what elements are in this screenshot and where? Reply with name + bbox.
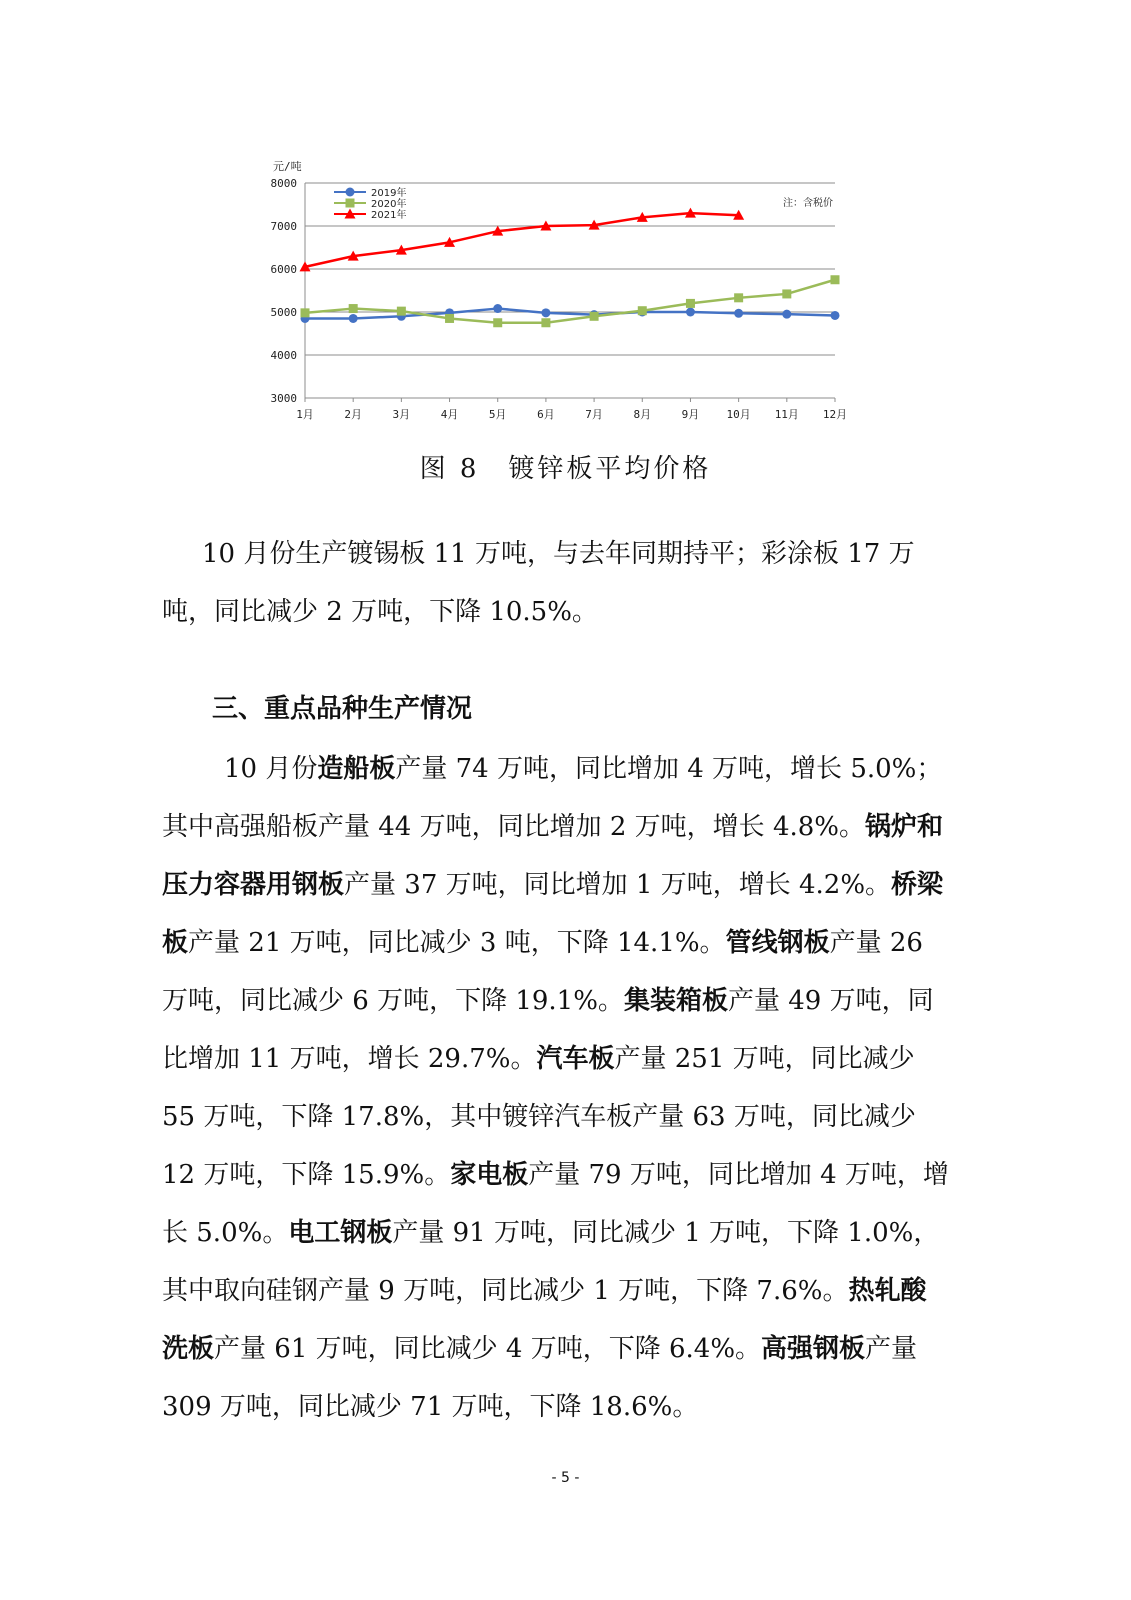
- paragraph-text: 产量 49 万吨，同比增加 11 万吨，增长 29.7%。: [162, 986, 934, 1074]
- series-line-2: [305, 213, 739, 267]
- data-point: [686, 308, 695, 317]
- x-tick-label: 9月: [681, 408, 700, 421]
- data-point: [590, 312, 599, 321]
- product-name: 桥梁板: [162, 870, 944, 958]
- price-line-chart: [250, 150, 870, 435]
- data-point: [493, 318, 502, 327]
- y-tick-label: 7000: [270, 220, 297, 233]
- paragraph-text: 产量 37 万吨，同比增加 1 万吨，增长 4.2%。: [344, 870, 892, 900]
- paragraph-text: 产量 21 万吨，同比减少 3 吨，下降 14.1%。: [188, 928, 726, 958]
- product-name: 家电板: [450, 1160, 529, 1190]
- x-tick-label: 2月: [344, 408, 362, 421]
- product-name: 电工钢板: [288, 1218, 393, 1248]
- data-point: [541, 308, 550, 317]
- data-point: [493, 304, 502, 313]
- legend-label: 2019年: [371, 188, 407, 199]
- legend-label: 2021年: [371, 210, 407, 221]
- y-tick-label: 3000: [270, 392, 297, 405]
- data-point: [686, 299, 695, 308]
- x-tick-label: 7月: [585, 408, 603, 421]
- data-point: [638, 306, 647, 315]
- paragraph-text: 产量 74 万吨，同比增加 4 万吨，增长 5.0%；其中高强船板产量 44 万吨，同比增加 2 万吨，增长 4.8%。: [162, 754, 943, 842]
- x-tick-label: 6月: [537, 408, 555, 421]
- product-name: 热轧酸洗板: [162, 1276, 927, 1364]
- x-tick-label: 12月: [822, 408, 848, 421]
- data-point: [445, 314, 454, 323]
- product-name: 管线钢板: [725, 928, 830, 958]
- section-heading: 三、重点品种生产情况: [212, 694, 473, 724]
- product-name: 汽车板: [536, 1044, 615, 1074]
- paragraph-text: 产量 61 万吨，同比减少 4 万吨，下降 6.4%。: [214, 1334, 762, 1364]
- data-point: [301, 308, 310, 317]
- legend-label: 2020年: [371, 199, 407, 210]
- product-name: 高强钢板: [761, 1334, 866, 1364]
- chart-svg: [250, 150, 870, 435]
- y-tick-label: 8000: [270, 177, 297, 190]
- legend-marker: [346, 188, 355, 197]
- y-unit-label: 元/吨: [273, 160, 302, 173]
- product-name: 锅炉和压力容器用钢板: [162, 812, 944, 900]
- paragraph-text: 产量 91 万吨，同比减少 1 万吨，下降 1.0%，其中取向硅钢产量 9 万吨，同比减少 1 万吨，下降 7.6%。: [162, 1218, 940, 1306]
- x-tick-label: 10月: [726, 408, 751, 421]
- data-point: [349, 304, 358, 313]
- x-tick-label: 11月: [774, 408, 799, 421]
- x-tick-label: 1月: [296, 408, 314, 421]
- legend-marker: [346, 199, 355, 208]
- data-point: [734, 293, 743, 302]
- x-tick-label: 3月: [392, 408, 411, 421]
- paragraph-text: 产量 26 万吨，同比减少 6 万吨，下降 19.1%。: [162, 928, 923, 1016]
- data-point: [782, 310, 791, 319]
- paragraph-tinplate: 10 月份生产镀锡板 11 万吨，与去年同期持平；彩涂板 17 万吨，同比减少 2 万吨，下降 10.5%。: [162, 539, 915, 627]
- paragraph-key-products: [162, 740, 952, 1436]
- data-point: [397, 307, 406, 316]
- x-tick-label: 8月: [633, 408, 652, 421]
- product-name: 造船板: [317, 754, 396, 784]
- data-point: [831, 275, 840, 284]
- x-tick-label: 4月: [440, 408, 459, 421]
- data-point: [734, 309, 743, 318]
- figure-caption: 图 8 镀锌板平均价格: [419, 454, 712, 484]
- product-name: 集装箱板: [623, 986, 728, 1016]
- y-tick-label: 5000: [270, 306, 297, 319]
- y-tick-label: 6000: [270, 263, 297, 276]
- data-point: [541, 318, 550, 327]
- data-point: [782, 289, 791, 298]
- paragraph-text: 10 月份: [224, 754, 318, 784]
- chart-note: 注：含税价: [783, 198, 833, 209]
- paragraph-text: 产量 309 万吨，同比减少 71 万吨，下降 18.6%。: [162, 1334, 918, 1422]
- page-number: - 5 -: [551, 1470, 580, 1486]
- paragraph-text: 产量 79 万吨，同比增加 4 万吨，增长 5.0%。: [162, 1160, 949, 1248]
- data-point: [831, 311, 840, 320]
- y-tick-label: 4000: [270, 349, 297, 362]
- x-tick-label: 5月: [488, 408, 507, 421]
- data-point: [349, 314, 358, 323]
- paragraph-text: 产量 251 万吨，同比减少 55 万吨，下降 17.8%，其中镀锌汽车板产量 63 万吨，同比减少 12 万吨，下降 15.9%。: [162, 1044, 916, 1190]
